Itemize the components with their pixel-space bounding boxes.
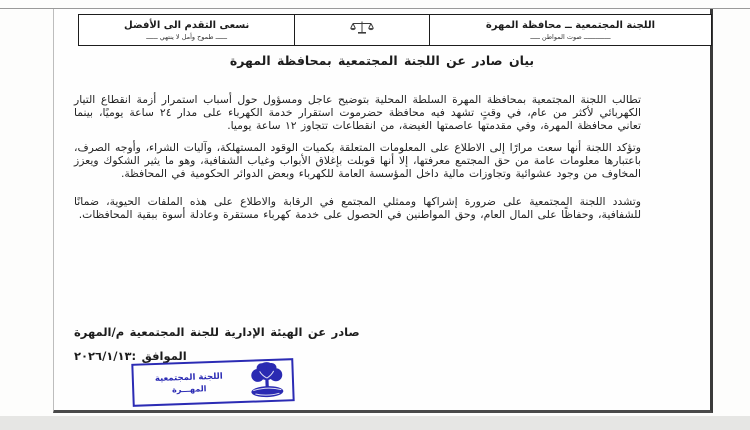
- committee-stamp: [131, 358, 294, 407]
- stamp-text-block: [134, 370, 245, 396]
- paragraph-demand: تطالب اللجنة المجتمعية بمحافظة المهرة السلطة المحلية بتوضيح عاجل ومسؤول حول أسباب استمرار أزمة انقطاع التيار الكهربائي لأكثر من عام، في وقتٍ تشهد فيه محافظة حضرموت استقرار خدمة الكهرباء على مدار ٢٤ ساعة يوميًا، بينما تعاني محافظة المهرة، وفي مقدمتها عاصمتها الغيضة، من انقطاعات تتجاوز ١٢ ساعة يوميا.: [74, 93, 641, 133]
- tree-emblem-icon: [243, 359, 290, 401]
- paragraph-oversight: وتشدد اللجنة المجتمعية على ضرورة إشراكها وممثلي المجتمع في الرقابة والاطلاع على هذه الملفات الحيوية، ضمانًا للشفافية، وحفاظًا على المال العام، وحق المواطنين في الحصول على خدمة كهرباء مستقرة وعادلة أسوة ببقية المحافظات.: [74, 195, 641, 222]
- statement-body: [74, 93, 641, 230]
- letterhead-org-cell: [430, 15, 711, 45]
- letterhead-emblem-cell: [294, 15, 430, 45]
- motto-title: نسعى التقدم الى الأفضل: [124, 19, 250, 31]
- document-page: [53, 9, 713, 413]
- scales-icon: [349, 20, 375, 40]
- letterhead-motto-cell: [79, 15, 294, 45]
- date-line: الموافق :٢٠٢٦/١/١٣: [74, 349, 187, 363]
- org-subtitle: ــــــــــــــ صوت المواطن ـــــ: [530, 32, 611, 41]
- stamp-line1: اللجنة المجتمعية: [154, 371, 223, 384]
- stamp-line2: المهـــرة: [171, 383, 207, 394]
- scan-bottom-strip: [0, 416, 750, 430]
- motto-subtitle: ــــــ طموح وأمل لا ينتهي ــــــ: [146, 32, 228, 41]
- issued-by-line: صادر عن الهيئة الإدارية للجنة المجتمعية م/المهرة: [74, 325, 360, 339]
- letterhead-table: [78, 14, 712, 46]
- org-title: اللجنة المجتمعية ــ محافظة المهرة: [485, 19, 656, 31]
- statement-title: بيان صادر عن اللجنة المجتمعية بمحافظة المهرة: [229, 53, 535, 68]
- paragraph-transparency: وتؤكد اللجنة أنها سعت مرارًا إلى الاطلاع على المعلومات المتعلقة بكميات الوقود المستهلكة، وآليات الشراء، وأوجه الصرف، باعتبارها معلومات عامة من حق المجتمع معرفتها، إلا أنها قوبلت بإغلاق الأبواب وغياب الشفافية، وهو ما يثير الشكوك ويعزز المخاوف من وجود عشوائية وتجاوزات مالية داخل المؤسسة العامة للكهرباء وبعض الدوائر الحكومية في المحافظة.: [74, 140, 641, 181]
